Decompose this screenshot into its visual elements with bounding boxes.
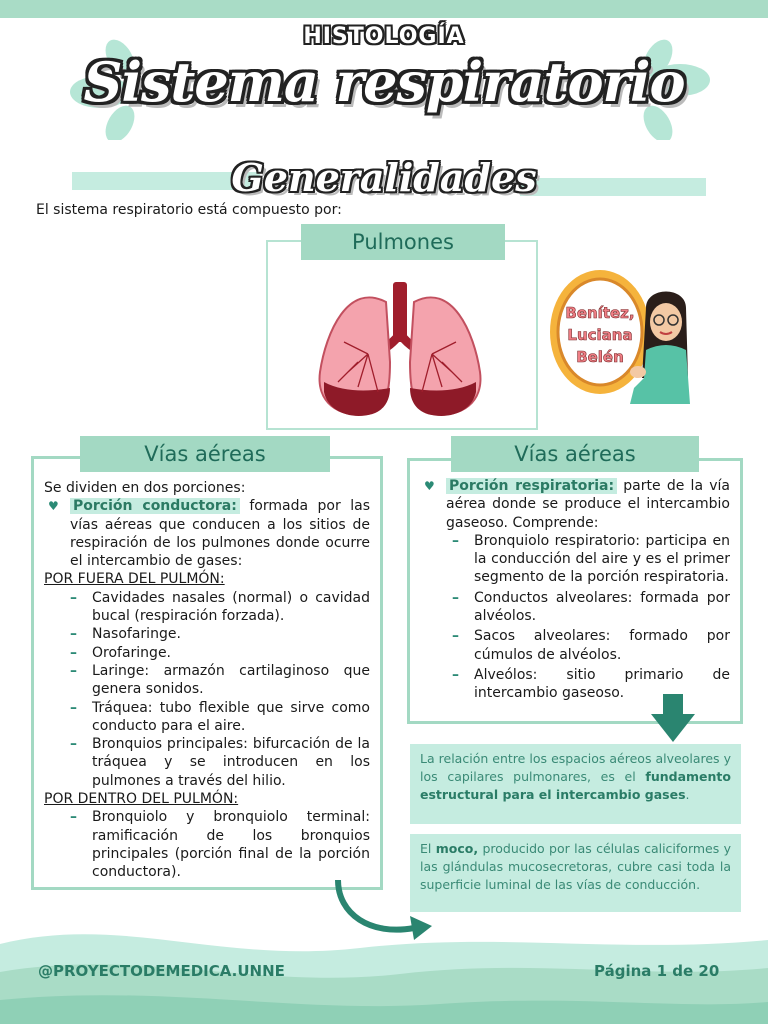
heart-bullet-icon: ♥ (48, 499, 59, 514)
outside-heading: POR FUERA DEL PULMÓN: (44, 571, 225, 588)
right-portion-text: parte de la vía aérea donde se produce el intercambio gaseoso. Comprende: (446, 478, 730, 531)
dash-bullet-icon: – (70, 589, 77, 606)
heart-bullet-icon: ♥ (424, 479, 435, 493)
list-item: – Laringe: armazón cartilaginoso que genera sonidos. (70, 662, 370, 698)
dash-bullet-icon: – (452, 666, 459, 683)
outside-list (44, 589, 370, 790)
left-portion-label: Porción conductora: (70, 498, 240, 514)
right-portion-label: Porción respiratoria: (446, 478, 617, 494)
dash-bullet-icon: – (70, 644, 77, 661)
left-lead: Se dividen en dos porciones: (44, 480, 246, 496)
section-title: Generalidades (231, 155, 537, 200)
dash-bullet-icon: – (70, 809, 77, 826)
footer-page: Página 1 de 20 (594, 962, 720, 980)
right-box-content (410, 461, 740, 703)
author-badge (546, 268, 696, 408)
left-box-content (34, 459, 380, 882)
dash-bullet-icon: – (70, 626, 77, 643)
list-item: – Sacos alveolares: formado por cúmulos de alvéolos. (452, 628, 730, 663)
left-box (31, 456, 383, 890)
lungs-panel (266, 240, 538, 430)
note-relation: La relación entre los espacios aéreos alveolares y los capilares pulmonares, es el fundamento estructural para el intercambio gases. (410, 744, 741, 824)
right-box (407, 458, 743, 724)
list-item: – Tráquea: tubo flexible que sirve como conducto para el aire. (70, 699, 370, 734)
subject-kicker: HISTOLOGÍA (303, 24, 465, 49)
left-portion-text: formada por las vías aéreas que conducen a los sitios de respiración de los pulmones donde ocurre el intercambio de gases: (70, 498, 371, 570)
top-bar (0, 0, 768, 18)
list-item: – Bronquiolo y bronquiolo terminal: ramificación de los bronquios principales (porción final de la porción conductora). (70, 809, 370, 881)
dash-bullet-icon: – (452, 532, 459, 549)
footer-handle: @PROYECTODEMEDICA.UNNE (38, 962, 285, 980)
left-portion (44, 497, 370, 570)
list-item: – Bronquios principales: bifurcación de la tráquea y se introducen en los pulmones a través del hilio. (70, 736, 370, 789)
list-item: – Bronquiolo respiratorio: participa en la conducción del aire y es el primer segmento de la porción respiratoria. (452, 532, 730, 586)
dash-bullet-icon: – (70, 736, 77, 753)
note-mucus: El moco, producido por las células caliciformes y las glándulas mucosecretoras, cubre casi toda la superficie luminal de las vías de conducción. (410, 834, 741, 912)
dash-bullet-icon: – (452, 589, 459, 606)
lungs-illustration (268, 242, 536, 428)
inside-list (44, 808, 370, 881)
list-item: – Alveólos: sitio primario de intercambio gaseoso. (452, 666, 730, 702)
badge-line-1: Benítez, (565, 304, 635, 322)
list-item: – Orofaringe. (70, 644, 172, 661)
list-item: – Conductos alveolares: formada por alvéolos. (452, 589, 730, 625)
dash-bullet-icon: – (70, 662, 77, 679)
note-mucus-bold: moco, (435, 841, 479, 856)
list-item: – Cavidades nasales (normal) o cavidad bucal (respiración forzada). (70, 589, 370, 625)
right-portion (416, 477, 730, 532)
badge-line-2: Luciana (567, 326, 633, 344)
right-list (416, 532, 730, 703)
note-relation-bold: fundamento estructural para el intercambio gases (420, 769, 731, 802)
inside-heading: POR DENTRO DEL PULMÓN: (44, 791, 239, 808)
dash-bullet-icon: – (452, 628, 459, 645)
intro-text: El sistema respiratorio está compuesto por: (36, 202, 342, 218)
left-box-title: Vías aéreas (80, 436, 330, 472)
dash-bullet-icon: – (70, 699, 77, 716)
page-title: Sistema respiratorio (83, 50, 685, 114)
down-arrow-icon (651, 694, 695, 744)
badge-line-3: Belén (576, 348, 624, 366)
right-box-title: Vías aéreas (451, 436, 699, 472)
list-item: – Nasofaringe. (70, 626, 181, 643)
lungs-label: Pulmones (301, 224, 505, 260)
